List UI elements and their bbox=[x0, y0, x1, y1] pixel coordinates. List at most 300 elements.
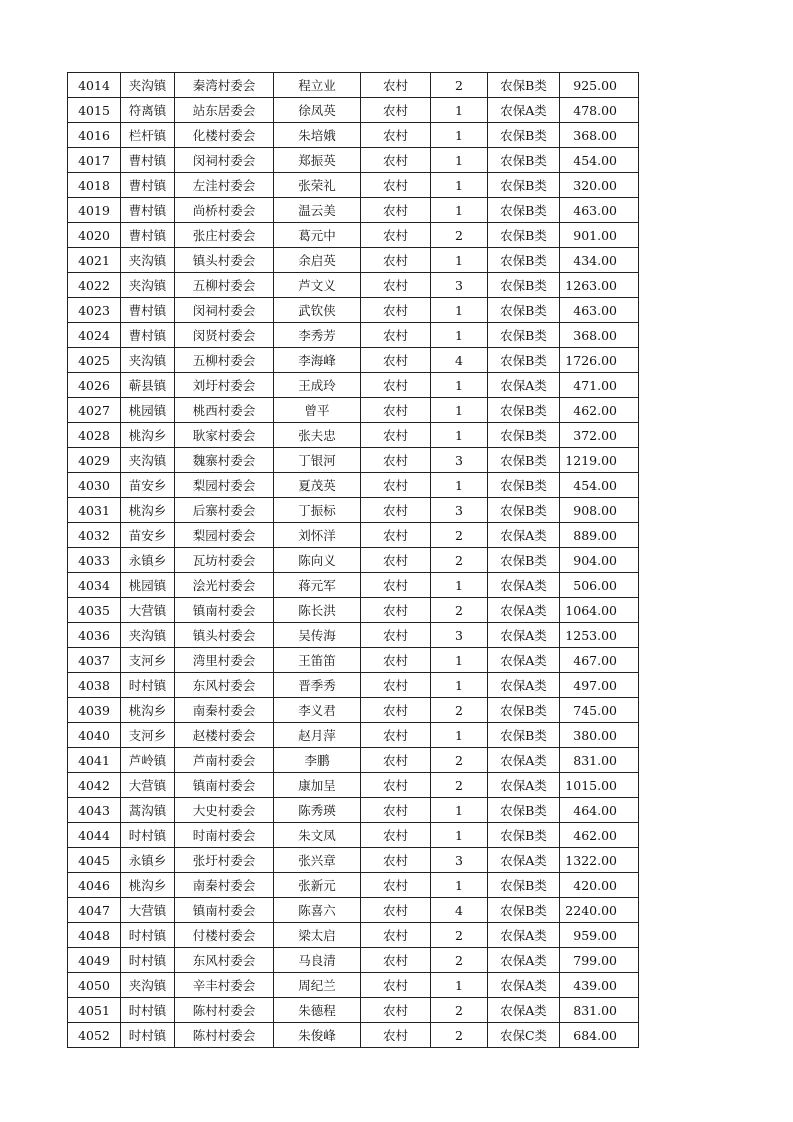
household-count-cell: 2 bbox=[431, 748, 488, 773]
insurance-category-cell: 农保B类 bbox=[488, 448, 560, 473]
record-id-cell: 4045 bbox=[68, 848, 121, 873]
record-table bbox=[67, 72, 639, 1048]
household-count-cell: 1 bbox=[431, 723, 488, 748]
town-cell: 夹沟镇 bbox=[121, 248, 175, 273]
household-count-cell: 2 bbox=[431, 773, 488, 798]
area-type-cell: 农村 bbox=[361, 573, 431, 598]
household-count-cell: 2 bbox=[431, 73, 488, 98]
person-name-cell: 陈秀瑛 bbox=[274, 798, 361, 823]
person-name-cell: 蒋元军 bbox=[274, 573, 361, 598]
person-name-cell: 张夫忠 bbox=[274, 423, 361, 448]
town-cell: 夹沟镇 bbox=[121, 273, 175, 298]
village-committee-cell: 镇头村委会 bbox=[175, 623, 274, 648]
town-cell: 夹沟镇 bbox=[121, 73, 175, 98]
area-type-cell: 农村 bbox=[361, 973, 431, 998]
record-table-body bbox=[68, 73, 639, 1048]
amount-cell: 506.00 bbox=[560, 573, 639, 598]
record-id-cell: 4021 bbox=[68, 248, 121, 273]
person-name-cell: 温云美 bbox=[274, 198, 361, 223]
record-id-cell: 4046 bbox=[68, 873, 121, 898]
record-id-cell: 4039 bbox=[68, 698, 121, 723]
village-committee-cell: 浍光村委会 bbox=[175, 573, 274, 598]
household-count-cell: 2 bbox=[431, 223, 488, 248]
village-committee-cell: 闵贤村委会 bbox=[175, 323, 274, 348]
person-name-cell: 王笛笛 bbox=[274, 648, 361, 673]
record-id-cell: 4022 bbox=[68, 273, 121, 298]
record-id-cell: 4044 bbox=[68, 823, 121, 848]
area-type-cell: 农村 bbox=[361, 148, 431, 173]
amount-cell: 368.00 bbox=[560, 323, 639, 348]
insurance-category-cell: 农保B类 bbox=[488, 473, 560, 498]
person-name-cell: 梁太启 bbox=[274, 923, 361, 948]
area-type-cell: 农村 bbox=[361, 173, 431, 198]
person-name-cell: 朱文凤 bbox=[274, 823, 361, 848]
record-id-cell: 4026 bbox=[68, 373, 121, 398]
area-type-cell: 农村 bbox=[361, 423, 431, 448]
village-committee-cell: 魏寨村委会 bbox=[175, 448, 274, 473]
amount-cell: 454.00 bbox=[560, 148, 639, 173]
insurance-category-cell: 农保B类 bbox=[488, 398, 560, 423]
insurance-category-cell: 农保A类 bbox=[488, 573, 560, 598]
amount-cell: 454.00 bbox=[560, 473, 639, 498]
amount-cell: 439.00 bbox=[560, 973, 639, 998]
insurance-category-cell: 农保B类 bbox=[488, 873, 560, 898]
insurance-category-cell: 农保B类 bbox=[488, 73, 560, 98]
area-type-cell: 农村 bbox=[361, 298, 431, 323]
town-cell: 大营镇 bbox=[121, 898, 175, 923]
area-type-cell: 农村 bbox=[361, 948, 431, 973]
household-count-cell: 1 bbox=[431, 423, 488, 448]
village-committee-cell: 尚桥村委会 bbox=[175, 198, 274, 223]
record-id-cell: 4034 bbox=[68, 573, 121, 598]
amount-cell: 1322.00 bbox=[560, 848, 639, 873]
village-committee-cell: 张圩村委会 bbox=[175, 848, 274, 873]
area-type-cell: 农村 bbox=[361, 698, 431, 723]
household-count-cell: 1 bbox=[431, 98, 488, 123]
person-name-cell: 朱德程 bbox=[274, 998, 361, 1023]
household-count-cell: 1 bbox=[431, 298, 488, 323]
table-row bbox=[68, 898, 639, 923]
record-id-cell: 4030 bbox=[68, 473, 121, 498]
record-id-cell: 4036 bbox=[68, 623, 121, 648]
town-cell: 夹沟镇 bbox=[121, 448, 175, 473]
insurance-category-cell: 农保B类 bbox=[488, 498, 560, 523]
household-count-cell: 1 bbox=[431, 173, 488, 198]
insurance-category-cell: 农保A类 bbox=[488, 623, 560, 648]
area-type-cell: 农村 bbox=[361, 723, 431, 748]
amount-cell: 799.00 bbox=[560, 948, 639, 973]
village-committee-cell: 陈村村委会 bbox=[175, 1023, 274, 1048]
person-name-cell: 丁银河 bbox=[274, 448, 361, 473]
table-row bbox=[68, 548, 639, 573]
table-row bbox=[68, 148, 639, 173]
town-cell: 时村镇 bbox=[121, 673, 175, 698]
table-row bbox=[68, 323, 639, 348]
insurance-category-cell: 农保B类 bbox=[488, 348, 560, 373]
household-count-cell: 1 bbox=[431, 248, 488, 273]
person-name-cell: 芦文义 bbox=[274, 273, 361, 298]
household-count-cell: 1 bbox=[431, 198, 488, 223]
area-type-cell: 农村 bbox=[361, 248, 431, 273]
table-row bbox=[68, 648, 639, 673]
person-name-cell: 夏茂英 bbox=[274, 473, 361, 498]
household-count-cell: 4 bbox=[431, 348, 488, 373]
household-count-cell: 2 bbox=[431, 548, 488, 573]
record-id-cell: 4047 bbox=[68, 898, 121, 923]
village-committee-cell: 梨园村委会 bbox=[175, 523, 274, 548]
area-type-cell: 农村 bbox=[361, 1023, 431, 1048]
household-count-cell: 2 bbox=[431, 948, 488, 973]
area-type-cell: 农村 bbox=[361, 848, 431, 873]
amount-cell: 467.00 bbox=[560, 648, 639, 673]
person-name-cell: 朱培娥 bbox=[274, 123, 361, 148]
village-committee-cell: 耿家村委会 bbox=[175, 423, 274, 448]
insurance-category-cell: 农保A类 bbox=[488, 973, 560, 998]
village-committee-cell: 镇南村委会 bbox=[175, 898, 274, 923]
household-count-cell: 3 bbox=[431, 448, 488, 473]
insurance-category-cell: 农保A类 bbox=[488, 98, 560, 123]
area-type-cell: 农村 bbox=[361, 198, 431, 223]
amount-cell: 372.00 bbox=[560, 423, 639, 448]
record-id-cell: 4042 bbox=[68, 773, 121, 798]
village-committee-cell: 陈村村委会 bbox=[175, 998, 274, 1023]
amount-cell: 380.00 bbox=[560, 723, 639, 748]
household-count-cell: 4 bbox=[431, 898, 488, 923]
person-name-cell: 李义君 bbox=[274, 698, 361, 723]
table-row bbox=[68, 198, 639, 223]
insurance-category-cell: 农保B类 bbox=[488, 323, 560, 348]
insurance-category-cell: 农保A类 bbox=[488, 948, 560, 973]
amount-cell: 2240.00 bbox=[560, 898, 639, 923]
person-name-cell: 吴传海 bbox=[274, 623, 361, 648]
area-type-cell: 农村 bbox=[361, 273, 431, 298]
village-committee-cell: 瓦坊村委会 bbox=[175, 548, 274, 573]
person-name-cell: 朱俊峰 bbox=[274, 1023, 361, 1048]
table-row bbox=[68, 623, 639, 648]
insurance-category-cell: 农保B类 bbox=[488, 198, 560, 223]
area-type-cell: 农村 bbox=[361, 548, 431, 573]
amount-cell: 434.00 bbox=[560, 248, 639, 273]
town-cell: 符离镇 bbox=[121, 98, 175, 123]
table-row bbox=[68, 723, 639, 748]
household-count-cell: 1 bbox=[431, 973, 488, 998]
town-cell: 桃沟乡 bbox=[121, 498, 175, 523]
amount-cell: 463.00 bbox=[560, 298, 639, 323]
village-committee-cell: 五柳村委会 bbox=[175, 348, 274, 373]
person-name-cell: 曾平 bbox=[274, 398, 361, 423]
person-name-cell: 丁振标 bbox=[274, 498, 361, 523]
area-type-cell: 农村 bbox=[361, 998, 431, 1023]
person-name-cell: 余启英 bbox=[274, 248, 361, 273]
insurance-category-cell: 农保B类 bbox=[488, 423, 560, 448]
insurance-category-cell: 农保B类 bbox=[488, 148, 560, 173]
amount-cell: 959.00 bbox=[560, 923, 639, 948]
town-cell: 蕲县镇 bbox=[121, 373, 175, 398]
area-type-cell: 农村 bbox=[361, 798, 431, 823]
town-cell: 支河乡 bbox=[121, 723, 175, 748]
household-count-cell: 1 bbox=[431, 323, 488, 348]
record-id-cell: 4033 bbox=[68, 548, 121, 573]
town-cell: 桃园镇 bbox=[121, 398, 175, 423]
town-cell: 桃沟乡 bbox=[121, 698, 175, 723]
record-id-cell: 4040 bbox=[68, 723, 121, 748]
household-count-cell: 1 bbox=[431, 148, 488, 173]
household-count-cell: 1 bbox=[431, 648, 488, 673]
person-name-cell: 王成玲 bbox=[274, 373, 361, 398]
table-row bbox=[68, 798, 639, 823]
insurance-category-cell: 农保B类 bbox=[488, 723, 560, 748]
area-type-cell: 农村 bbox=[361, 348, 431, 373]
person-name-cell: 李鹏 bbox=[274, 748, 361, 773]
table-row bbox=[68, 823, 639, 848]
town-cell: 支河乡 bbox=[121, 648, 175, 673]
village-committee-cell: 湾里村委会 bbox=[175, 648, 274, 673]
village-committee-cell: 芦南村委会 bbox=[175, 748, 274, 773]
table-row bbox=[68, 873, 639, 898]
town-cell: 时村镇 bbox=[121, 823, 175, 848]
town-cell: 芦岭镇 bbox=[121, 748, 175, 773]
town-cell: 时村镇 bbox=[121, 998, 175, 1023]
household-count-cell: 1 bbox=[431, 798, 488, 823]
insurance-category-cell: 农保B类 bbox=[488, 698, 560, 723]
area-type-cell: 农村 bbox=[361, 448, 431, 473]
insurance-category-cell: 农保B类 bbox=[488, 798, 560, 823]
insurance-category-cell: 农保A类 bbox=[488, 998, 560, 1023]
village-committee-cell: 闵祠村委会 bbox=[175, 148, 274, 173]
amount-cell: 1219.00 bbox=[560, 448, 639, 473]
amount-cell: 889.00 bbox=[560, 523, 639, 548]
town-cell: 蒿沟镇 bbox=[121, 798, 175, 823]
amount-cell: 368.00 bbox=[560, 123, 639, 148]
village-committee-cell: 东风村委会 bbox=[175, 948, 274, 973]
town-cell: 曹村镇 bbox=[121, 148, 175, 173]
person-name-cell: 张新元 bbox=[274, 873, 361, 898]
table-row bbox=[68, 948, 639, 973]
town-cell: 夹沟镇 bbox=[121, 973, 175, 998]
village-committee-cell: 张庄村委会 bbox=[175, 223, 274, 248]
person-name-cell: 程立业 bbox=[274, 73, 361, 98]
village-committee-cell: 镇南村委会 bbox=[175, 598, 274, 623]
village-committee-cell: 大史村委会 bbox=[175, 798, 274, 823]
table-row bbox=[68, 498, 639, 523]
amount-cell: 908.00 bbox=[560, 498, 639, 523]
village-committee-cell: 左洼村委会 bbox=[175, 173, 274, 198]
record-id-cell: 4032 bbox=[68, 523, 121, 548]
area-type-cell: 农村 bbox=[361, 473, 431, 498]
area-type-cell: 农村 bbox=[361, 523, 431, 548]
amount-cell: 925.00 bbox=[560, 73, 639, 98]
record-id-cell: 4024 bbox=[68, 323, 121, 348]
village-committee-cell: 镇南村委会 bbox=[175, 773, 274, 798]
household-count-cell: 1 bbox=[431, 398, 488, 423]
village-committee-cell: 闵祠村委会 bbox=[175, 298, 274, 323]
town-cell: 苗安乡 bbox=[121, 473, 175, 498]
person-name-cell: 张兴章 bbox=[274, 848, 361, 873]
household-count-cell: 2 bbox=[431, 523, 488, 548]
amount-cell: 420.00 bbox=[560, 873, 639, 898]
village-committee-cell: 南秦村委会 bbox=[175, 873, 274, 898]
insurance-category-cell: 农保A类 bbox=[488, 373, 560, 398]
amount-cell: 1253.00 bbox=[560, 623, 639, 648]
amount-cell: 464.00 bbox=[560, 798, 639, 823]
area-type-cell: 农村 bbox=[361, 73, 431, 98]
household-count-cell: 2 bbox=[431, 923, 488, 948]
table-row bbox=[68, 223, 639, 248]
town-cell: 桃沟乡 bbox=[121, 873, 175, 898]
area-type-cell: 农村 bbox=[361, 223, 431, 248]
person-name-cell: 郑振英 bbox=[274, 148, 361, 173]
person-name-cell: 马良清 bbox=[274, 948, 361, 973]
area-type-cell: 农村 bbox=[361, 398, 431, 423]
insurance-category-cell: 农保B类 bbox=[488, 248, 560, 273]
person-name-cell: 陈向义 bbox=[274, 548, 361, 573]
amount-cell: 1064.00 bbox=[560, 598, 639, 623]
amount-cell: 831.00 bbox=[560, 748, 639, 773]
record-id-cell: 4027 bbox=[68, 398, 121, 423]
town-cell: 时村镇 bbox=[121, 1023, 175, 1048]
household-count-cell: 3 bbox=[431, 498, 488, 523]
town-cell: 时村镇 bbox=[121, 948, 175, 973]
area-type-cell: 农村 bbox=[361, 498, 431, 523]
insurance-category-cell: 农保A类 bbox=[488, 848, 560, 873]
insurance-category-cell: 农保A类 bbox=[488, 598, 560, 623]
table-row bbox=[68, 373, 639, 398]
amount-cell: 1726.00 bbox=[560, 348, 639, 373]
household-count-cell: 2 bbox=[431, 998, 488, 1023]
record-id-cell: 4018 bbox=[68, 173, 121, 198]
person-name-cell: 李海峰 bbox=[274, 348, 361, 373]
record-id-cell: 4035 bbox=[68, 598, 121, 623]
village-committee-cell: 梨园村委会 bbox=[175, 473, 274, 498]
person-name-cell: 刘怀洋 bbox=[274, 523, 361, 548]
person-name-cell: 李秀芳 bbox=[274, 323, 361, 348]
record-id-cell: 4038 bbox=[68, 673, 121, 698]
table-row bbox=[68, 998, 639, 1023]
table-row bbox=[68, 748, 639, 773]
table-row bbox=[68, 73, 639, 98]
table-row bbox=[68, 698, 639, 723]
area-type-cell: 农村 bbox=[361, 373, 431, 398]
record-id-cell: 4049 bbox=[68, 948, 121, 973]
area-type-cell: 农村 bbox=[361, 923, 431, 948]
household-count-cell: 1 bbox=[431, 123, 488, 148]
table-row bbox=[68, 1023, 639, 1048]
area-type-cell: 农村 bbox=[361, 898, 431, 923]
table-row bbox=[68, 173, 639, 198]
town-cell: 大营镇 bbox=[121, 598, 175, 623]
record-id-cell: 4028 bbox=[68, 423, 121, 448]
household-count-cell: 1 bbox=[431, 873, 488, 898]
record-id-cell: 4016 bbox=[68, 123, 121, 148]
household-count-cell: 3 bbox=[431, 848, 488, 873]
record-id-cell: 4031 bbox=[68, 498, 121, 523]
record-id-cell: 4019 bbox=[68, 198, 121, 223]
town-cell: 大营镇 bbox=[121, 773, 175, 798]
household-count-cell: 2 bbox=[431, 598, 488, 623]
insurance-category-cell: 农保B类 bbox=[488, 173, 560, 198]
village-committee-cell: 刘圩村委会 bbox=[175, 373, 274, 398]
table-row bbox=[68, 573, 639, 598]
insurance-category-cell: 农保B类 bbox=[488, 223, 560, 248]
person-name-cell: 周纪兰 bbox=[274, 973, 361, 998]
household-count-cell: 2 bbox=[431, 698, 488, 723]
table-row bbox=[68, 123, 639, 148]
insurance-category-cell: 农保B类 bbox=[488, 298, 560, 323]
insurance-category-cell: 农保A类 bbox=[488, 773, 560, 798]
person-name-cell: 康加呈 bbox=[274, 773, 361, 798]
household-count-cell: 3 bbox=[431, 273, 488, 298]
amount-cell: 320.00 bbox=[560, 173, 639, 198]
household-count-cell: 1 bbox=[431, 573, 488, 598]
table-row bbox=[68, 923, 639, 948]
village-committee-cell: 站东居委会 bbox=[175, 98, 274, 123]
household-count-cell: 3 bbox=[431, 623, 488, 648]
person-name-cell: 陈喜六 bbox=[274, 898, 361, 923]
area-type-cell: 农村 bbox=[361, 123, 431, 148]
area-type-cell: 农村 bbox=[361, 773, 431, 798]
insurance-category-cell: 农保A类 bbox=[488, 673, 560, 698]
table-row bbox=[68, 448, 639, 473]
amount-cell: 497.00 bbox=[560, 673, 639, 698]
table-row bbox=[68, 473, 639, 498]
person-name-cell: 葛元中 bbox=[274, 223, 361, 248]
town-cell: 曹村镇 bbox=[121, 223, 175, 248]
table-row bbox=[68, 598, 639, 623]
table-row bbox=[68, 848, 639, 873]
amount-cell: 831.00 bbox=[560, 998, 639, 1023]
area-type-cell: 农村 bbox=[361, 598, 431, 623]
village-committee-cell: 辛丰村委会 bbox=[175, 973, 274, 998]
town-cell: 苗安乡 bbox=[121, 523, 175, 548]
table-row bbox=[68, 348, 639, 373]
insurance-category-cell: 农保C类 bbox=[488, 1023, 560, 1048]
person-name-cell: 晋季秀 bbox=[274, 673, 361, 698]
table-row bbox=[68, 298, 639, 323]
amount-cell: 462.00 bbox=[560, 823, 639, 848]
insurance-category-cell: 农保A类 bbox=[488, 748, 560, 773]
village-committee-cell: 五柳村委会 bbox=[175, 273, 274, 298]
amount-cell: 1015.00 bbox=[560, 773, 639, 798]
record-id-cell: 4025 bbox=[68, 348, 121, 373]
amount-cell: 463.00 bbox=[560, 198, 639, 223]
town-cell: 永镇乡 bbox=[121, 548, 175, 573]
town-cell: 永镇乡 bbox=[121, 848, 175, 873]
record-id-cell: 4017 bbox=[68, 148, 121, 173]
village-committee-cell: 付楼村委会 bbox=[175, 923, 274, 948]
record-id-cell: 4043 bbox=[68, 798, 121, 823]
table-row bbox=[68, 773, 639, 798]
village-committee-cell: 秦湾村委会 bbox=[175, 73, 274, 98]
amount-cell: 684.00 bbox=[560, 1023, 639, 1048]
record-id-cell: 4041 bbox=[68, 748, 121, 773]
household-count-cell: 1 bbox=[431, 823, 488, 848]
village-committee-cell: 后寨村委会 bbox=[175, 498, 274, 523]
town-cell: 桃沟乡 bbox=[121, 423, 175, 448]
record-id-cell: 4015 bbox=[68, 98, 121, 123]
town-cell: 曹村镇 bbox=[121, 173, 175, 198]
record-id-cell: 4048 bbox=[68, 923, 121, 948]
table-row bbox=[68, 248, 639, 273]
insurance-category-cell: 农保A类 bbox=[488, 523, 560, 548]
record-id-cell: 4051 bbox=[68, 998, 121, 1023]
household-count-cell: 2 bbox=[431, 1023, 488, 1048]
person-name-cell: 武钦侠 bbox=[274, 298, 361, 323]
town-cell: 桃园镇 bbox=[121, 573, 175, 598]
area-type-cell: 农村 bbox=[361, 98, 431, 123]
record-id-cell: 4037 bbox=[68, 648, 121, 673]
insurance-category-cell: 农保B类 bbox=[488, 823, 560, 848]
record-id-cell: 4020 bbox=[68, 223, 121, 248]
